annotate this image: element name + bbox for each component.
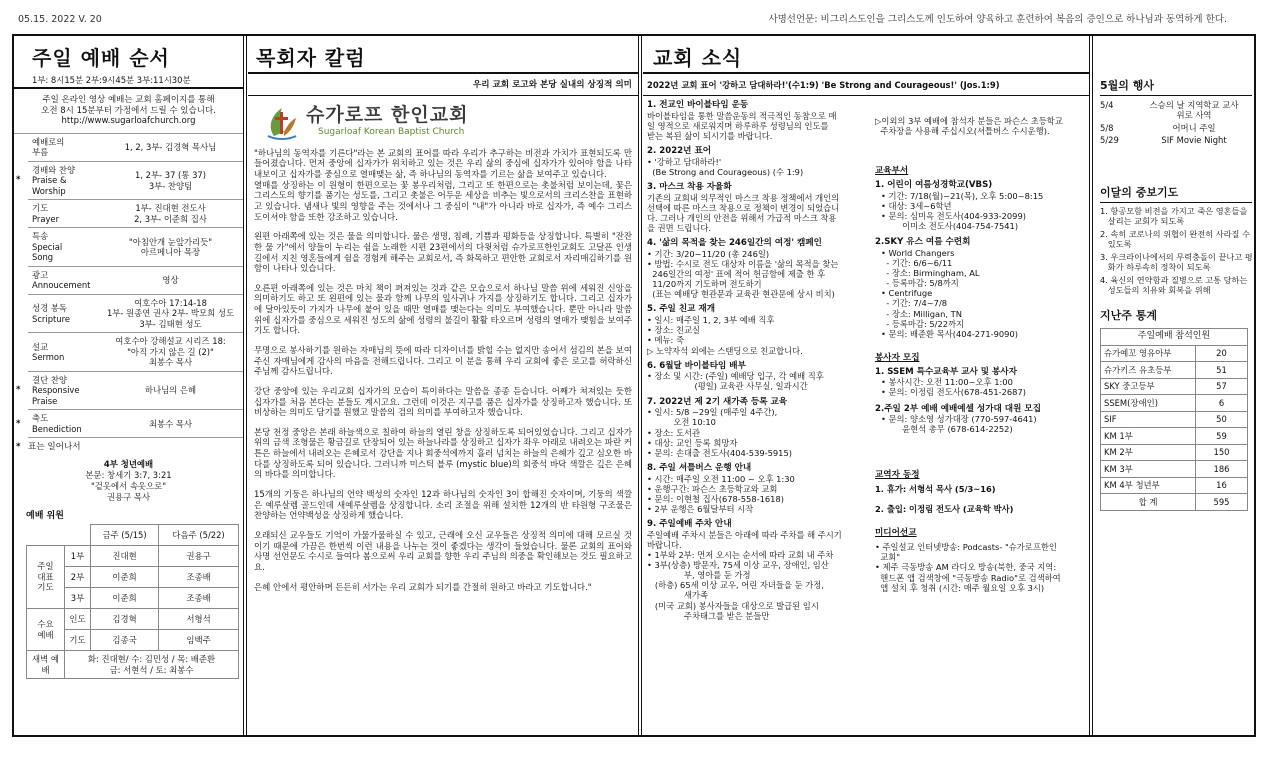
committee-cell: 조종배 [159, 567, 239, 588]
prayer-item: 3. 우크라이나에서의 무력충돌이 끝나고 평 화가 하루속히 정착이 되도록 [1100, 251, 1253, 272]
news-item-heading: 3. 마스크 착용 자율화 [647, 182, 732, 193]
news-item-heading: 7. 2022년 제 2기 새가족 등록 교육 [647, 396, 788, 407]
stats-row [1101, 378, 1248, 395]
news-line: • 장소: 도서관 [647, 427, 701, 438]
news-line: 11/20까지 기도하며 전도하기 [647, 279, 762, 290]
pastor-column-subtitle: 우리 교회 로고와 본당 실내의 상징적 의미 [248, 74, 638, 96]
committee-cell: 이준희 [91, 567, 159, 588]
events-title: 5월의 행사 [1100, 79, 1252, 96]
committee-cell: 3부 [65, 588, 91, 609]
news-line: 부, 영아를 둔 가정 [647, 570, 751, 581]
news-item-heading: 2. 2022년 표어 [647, 146, 712, 157]
event-text: SIF Movie Night [1161, 135, 1227, 146]
service-item-label: 특송 Special Song [32, 231, 63, 263]
news-line: 일 영적으로 새로워지며 하루하루 성령님의 인도를 [647, 120, 829, 131]
committee-cell: 임백주 [159, 630, 239, 651]
article-paragraph: 강단 중앙에 있는 우리교회 십자가의 모습이 특이하다는 말씀을 종종 듣습니다. 어째가 쳐져있는 듯한 십자가를 처음 본다는 분들도 계시고요. 그런데 이것은 지구를 품은 십자가를 상징하고자 했습니다. 또 비상하는 의미도 담기를 원했고 말씀의 검의 의미를 부여하고자 했습니다. [254, 385, 632, 418]
committee-cell: 진대현 [91, 546, 159, 567]
mission-statement: 사명선언문: 비그리스도인을 그리스도께 인도하여 양육하고 훈련하여 복음의 증인으로 하나님과 동역하게 한다. [768, 14, 1227, 25]
article-paragraph: 무명으로 봉사하기를 원하는 자매님의 뜻에 따라 디자이너를 밝힐 수는 없지만 송어서 섬김의 본을 보여주신 자매님에게 감사의 마음을 전해드립니다. 그리고 이 분을 통해 우리 교회에 좋은 로고를 허락하신 주님께 감사드립니다. [254, 344, 632, 377]
news-line: - 장소: Milligan, TN [881, 308, 962, 319]
news-item [647, 100, 865, 141]
news-line: 바이블타임을 통한 말씀운동의 적극적인 동참으로 매 [647, 110, 837, 121]
event-item [1100, 100, 1252, 121]
news-line: • 방법: 수시로 전도 대상자 이름을 '삶의 목적을 찾는 [647, 259, 839, 270]
news-line: • 메뉴: 죽 [647, 335, 685, 346]
event-date: 5/8 [1100, 122, 1114, 133]
news-line: 받는 복된 삶이 되시기를 바랍니다. [647, 130, 773, 141]
news-line: (하층) 65세 이상 교우, 어린 자녀들을 둔 가정, [647, 580, 824, 591]
church-logo-icon [262, 102, 302, 142]
prayer-list [1100, 206, 1252, 295]
news-line: 교회" [875, 552, 901, 563]
committee-title: 예배 위원 [26, 510, 64, 521]
news-line: 주일예배 주차시 분들은 아래에 따라 주차를 해 주시기 [647, 529, 842, 540]
committee-cell: 기도 [65, 630, 91, 651]
committee-cell: 권용구 [159, 546, 239, 567]
news-line: (Be Strong and Courageous) (수 1:9) [647, 166, 804, 177]
event-text: 스승의 날 지역학교 교사 위로 사역 [1149, 99, 1239, 121]
news-line: • 3부(상층) 방문자, 75세 이상 교우, 장애인, 임산 [647, 560, 829, 571]
news-item [647, 397, 865, 458]
stats-dept: KM 2부 [1101, 444, 1196, 461]
article-paragraph: 오른편 아래쪽에 있는 것은 마치 책이 펴져있는 것과 같은 모습으로서 하나님 말씀 위에 세워진 신앙을 의미하기도 하고 또 왼편에 있는 물과 함께 나무의 잎사귀나 가지를 상징하기도 합니다. 그리고 십자가에 달아있듯이 가지가 나무에 붙어 있을 때만 열매를 맺는다는 의미도 부여했습니다. 뿐만 아니라 말씀 위에 십자가를 중심으로 세워진 성도의 삶에 성령의 불길이 활활 타오르며 성령의 열매가 맺힘을 보여주기도 합니다. [254, 282, 632, 336]
news-line: • 제주 극동방송 AM 라디오 방송(북한, 중국 지역: [875, 562, 1057, 573]
stats-count: 186 [1196, 461, 1248, 478]
stats-header: 주일예배 참석인원 [1101, 329, 1248, 346]
stats-dept: KM 3부 [1101, 461, 1196, 478]
stats-count: 6 [1196, 395, 1248, 412]
article-paragraph: 15개의 기둥은 하나님의 언약 백성의 숫자인 12과 하나님의 숫자인 3이 합해진 숫자이며, 기둥의 색깔은 예루살렘 골드인데 새예루살렘을 상징합니다. 소리 조절을 위해 설치한 12개의 반 타원형 구조물은 찬양하는 언약백성을 상징하게 했습니다. [254, 489, 632, 521]
news-line: 다. 그러나 개인의 안전을 위해서 가급적 마스크 착용 [647, 212, 837, 223]
committee-group-name: 수요 예배 [27, 609, 65, 651]
news-line: - 등록마감: 5/22까지 [881, 318, 965, 329]
logo-korean-name: 슈가로프 한인교회 [306, 103, 469, 126]
stats-table [1100, 328, 1248, 511]
service-order-row [16, 410, 243, 438]
article-paragraph: 오래되신 교우들도 기억이 가물가물하실 수 있고, 근래에 오신 교우들은 상징적 의미에 대해 모르실 것이기 때문에 가끔은 한번씩 이런 내용을 나누는 것이 좋겠다는 생각이 들었습니다. 물론 교회의 표어와 사명 선언문도 수시로 들여다 봄으로써 우리 교회를 향한 우리 주님의 의중을 확인해보는 것도 필요하고요. [254, 529, 632, 572]
bulletin-date: 05.15. 2022 V. 20 [18, 14, 102, 25]
stand-note: * 표는 일어나서 [16, 442, 81, 453]
news-left [647, 100, 865, 626]
news-line: - 등록마감: 5/8까지 [881, 278, 959, 289]
news-column [643, 36, 1089, 735]
news-line: 을 권면 드립니다. [647, 223, 712, 234]
news-line: • 문의: 손대출 전도사(404-539-5915) [647, 447, 792, 458]
service-item-value: 여호수아 17:14-18 1부- 원종연 권사 2부- 박모희 성도 3부- 김태현 성도 [106, 297, 235, 329]
committee-group-name: 주일 대표 기도 [27, 546, 65, 609]
news-line: - 기간: 7/4~7/8 [881, 298, 948, 309]
news-line: 기존의 교회내 의무적인 마스크 착용 정책에서 개인의 [647, 192, 840, 203]
service-item-value: 하나님의 은혜 [144, 385, 197, 396]
news-line: 윤현석 총무 (678-614-2252) [881, 424, 1013, 435]
stats-row [1101, 395, 1248, 412]
service-item-label: 예배로의 부름 [32, 136, 65, 158]
news-line: (평일) 교육관 사무실, 일과시간 [647, 381, 808, 392]
sidebar-column [1094, 36, 1256, 735]
dawn-value: 화: 진대현/ 수: 김민성 / 목: 배준환 금: 서현석 / 토: 최봉수 [65, 651, 239, 679]
church-motto: 2022년 교회 표어 '강하고 담대하라!'(수1:9) 'Be Strong and Courageous!' (Jos.1:9) [643, 74, 1089, 96]
stand-marker: * [16, 385, 21, 396]
stats-count: 20 [1196, 345, 1248, 362]
article-paragraph: 은혜 안에서 평안하며 든든히 서가는 우리 교회가 되기를 간절히 원하고 바라고 기도합니다." [254, 581, 592, 592]
stand-marker: * [16, 175, 21, 186]
online-notice: 주일 온라인 영상 예배는 교회 홈페이지를 통해 오전 8시 15분부터 가정에서 드릴 수 있습니다. http://www.sugarloafchurch.org [14, 95, 243, 134]
service-item-label: 결단 찬양 Responsive Praise [32, 374, 80, 406]
stats-count: 16 [1196, 477, 1248, 494]
news-line: • 문의: 배준환 목사(404-271-9090) [881, 328, 1018, 339]
service-item-label: 설교 Sermon [32, 341, 65, 363]
news-line: • 장소: 친교실 [647, 325, 701, 336]
pastor-article [248, 148, 638, 592]
prayer-item: 2. 속히 코로나의 위협이 완전히 사라질 수 있도록 [1100, 228, 1250, 249]
stats-row [1101, 345, 1248, 362]
service-order-row [16, 162, 243, 201]
news-title: 교회 소식 [653, 46, 743, 70]
news-group-heading: 교육부서 [875, 166, 909, 177]
parking-note: 주차장을 사용해 주십시오(셔틀버스 수시운행). [875, 126, 1050, 137]
stats-count: 59 [1196, 428, 1248, 445]
dawn-label: 새벽 예배 [27, 651, 65, 679]
news-group-heading: 교역자 동정 [875, 470, 920, 481]
service-item-label: 축도 Benediction [32, 413, 82, 434]
news-item [647, 519, 865, 621]
news-item [647, 463, 865, 514]
stats-row [1101, 362, 1248, 379]
stats-dept: SSEM(장애인) [1101, 395, 1196, 412]
church-logo [248, 96, 638, 148]
news-line: 이미소 전도사(404-754-7541) [881, 221, 1019, 232]
committee-table [26, 524, 239, 679]
stats-dept: SKY 중고등부 [1101, 378, 1196, 395]
event-item [1100, 123, 1252, 134]
news-item-heading: 1. 어린이 여름성경학교(VBS) [875, 179, 993, 190]
news-item-heading: 5. 주일 친교 재개 [647, 304, 716, 315]
article-paragraph: 본당 천정 중앙은 본래 하늘색으로 칠하여 하늘의 열린 창을 상징하도록 되어있었습니다. 그리고 십자가 위의 금색 조형물은 황금길로 단장되어 있는 하늘나라를 상징하고 십자가 좌우 아래로 내려오는 파란 커튼은 하늘에서 내려오는 은혜로서 강단을 지나 회중석에까지 흘러 넘치는 하늘의 은혜가 깊고 심오한 바다를 상징하도록 되어 있습니다. 그러니까 미스틱 블루 (mystic blue)의 회중석 바닥 색깔은 깊은 은혜의 바다를 의미합니다. [254, 426, 632, 480]
event-date: 5/4 [1100, 99, 1114, 110]
event-date: 5/29 [1100, 135, 1119, 146]
events-list [1100, 100, 1252, 146]
service-item-value: 여호수아 강해설교 시리즈 18: "아직 가지 않은 길 (2)" 최봉수 목사 [115, 336, 226, 368]
news-line: • Centrifuge [881, 288, 933, 299]
news-line: • 2부 운행은 6월달부터 시작 [647, 503, 754, 514]
news-line: • '강하고 담대하라!' [647, 156, 722, 167]
stats-count: 50 [1196, 411, 1248, 428]
service-item-label: 기도 Prayer [32, 203, 60, 224]
stats-count: 57 [1196, 378, 1248, 395]
news-line: - 기간: 6/6~6/11 [881, 257, 953, 268]
stats-count: 150 [1196, 444, 1248, 461]
education-dept [875, 166, 1089, 345]
service-item-value: 1, 2, 3부- 김경혁 목사님 [124, 142, 217, 153]
media-mission [875, 528, 1089, 592]
stats-dept: SIF [1101, 411, 1196, 428]
news-line: • 기간: 3/20~11/20 (총 246일) [647, 248, 770, 259]
stats-row [1101, 477, 1248, 494]
service-order-row [28, 228, 243, 267]
news-line: ▷ 노약자석 외에는 스탠딩으로 친교합니다. [647, 345, 803, 356]
news-right [875, 116, 1089, 593]
worship-order-title: 주일 예배 순서 [32, 46, 170, 70]
service-item-value: 1, 2부- 37 (통 37) 3부- 찬양팀 [134, 170, 207, 191]
news-line: • World Changers [881, 247, 955, 258]
news-line: 바랍니다. [647, 539, 682, 550]
news-line: 오전 10:10 [647, 417, 716, 428]
stats-total-value: 595 [1196, 494, 1248, 511]
stats-row [1101, 461, 1248, 478]
news-item [647, 182, 865, 233]
stats-total-row [1101, 494, 1248, 511]
news-line: (미국 교회) 봉사자들을 대상으로 발급된 임시 [647, 600, 819, 611]
news-line: • 봉사시간: 오전 11:00~오후 1:00 [881, 377, 1013, 388]
service-order-list [16, 134, 243, 439]
committee-cell: 서형석 [159, 609, 239, 630]
news-line: • 일시: 매주일 1, 2, 3부 예배 직후 [647, 315, 775, 326]
service-item-label: 경배와 찬양 Praise & Worship [32, 164, 76, 196]
parking-note: ▷이외의 3부 예배에 참석자 분들은 파슨스 초등학교 [875, 116, 1063, 126]
prayer-title: 이달의 중보기도 [1100, 186, 1252, 203]
news-group-heading: 봉사자 모집 [875, 352, 920, 363]
service-item-label: 광고 Annoucement [32, 269, 91, 291]
service-order-row [28, 295, 243, 334]
committee-cell: 인도 [65, 609, 91, 630]
news-line: • 문의: 이현철 집사(678-558-1618) [647, 493, 784, 504]
news-line: 핸드폰 앱 검색창에 "극동방송 Radio"로 검색하여 [875, 572, 1061, 583]
news-line: • 장소 및 시간: (주일) 예배당 입구, 각 예배 직후 [647, 371, 824, 382]
stats-title: 지난주 통계 [1100, 308, 1157, 322]
stats-dept: 슈가키즈 유초등부 [1101, 362, 1196, 379]
worship-times: 1부: 8시15분 2부:9시45분 3부:11시30분 [32, 75, 191, 85]
news-line: • 기간: 7/18(월)~21(목), 오후 5:00~8:15 [881, 190, 1044, 201]
stats-header-row [1101, 329, 1248, 346]
service-item-value: 영상 [162, 275, 179, 286]
news-item-heading: 2.주일 2부 예배 예배예셀 성가대 대원 모집 [875, 403, 1042, 414]
news-group-heading: 미디어선교 [875, 528, 917, 539]
stats-dept: KM 4부 청년부 [1101, 477, 1196, 494]
news-line: 주차태그를 받은 분들만 [647, 610, 770, 621]
youth-service: 4부 청년예배 본문: 창세기 3:7, 3:21 "겉옷에서 속옷으로" 권용구 목사 [85, 459, 172, 502]
committee-week-head: 다음주 (5/22) [159, 525, 239, 546]
news-line: • 문의: 심미옥 전도사(404-933-2099) [881, 210, 1026, 221]
news-line: 1. 휴가: 서형석 목사 (5/3~16) [875, 484, 996, 495]
news-item-heading: 6. 6월달 바이블타임 배부 [647, 360, 746, 371]
news-line: - 장소: Birmingham, AL [881, 268, 980, 279]
prayer-item: 1. 항공모함 비전을 가지고 죽은 영혼들을 살리는 교회가 되도록 [1100, 205, 1248, 226]
news-line: 새가족 [647, 590, 708, 601]
service-item-value: 1부- 진대현 전도사 2, 3부- 이준희 집사 [134, 203, 207, 224]
article-paragraph: "하나님의 동역자를 기른다"라는 본 교회의 표어를 따라 우리가 추구하는 비전과 가치가 표현되도록 만들어졌습니다. 먼저 중앙에 십자가가 위치하고 있는 것은 우리 삶의 중심에 십자가가 있어야 함을 나타내보이고 십자가를 중심으로 열매맺는 삶, 즉 하나님의 동역자를 기르는 삶을 보여주고 있습니다. 열매를 상징하는 이 원형이 한편으로는 꽃 봉우리처럼, 그리고 또 한편으로는 촛불처럼 보이는데, 꽃은 그리스도의 향기를 품기는 성도를, 그리고 촛불은 어두운 세상을 비추는 빛으로서의 크리스찬을 표현하고 있습니다. 냄새나 빛의 영향을 주는 것에서나 그 중심이 "내"가 아니라 바로 십자가, 즉 예수 그리스도이셔야 함을 또한 강조하고 있습니다. [254, 147, 632, 222]
news-line: • 대상: 교인 등록 희망자 [647, 437, 738, 448]
news-item [647, 238, 865, 299]
stats-count: 51 [1196, 362, 1248, 379]
news-item-heading: 1. SSEM 특수교육부 교사 및 봉사자 [875, 366, 1017, 377]
news-line: • 운행구간: 파슨스 초등학교와 교회 [647, 483, 778, 494]
committee-cell: 김경혁 [91, 609, 159, 630]
service-order-row [28, 200, 243, 228]
logo-english-name: Sugarloaf Korean Baptist Church [318, 126, 465, 137]
service-item-value: 최봉수 목사 [148, 418, 193, 429]
news-line: • 일시: 5/8 ~29일 (매주일 4주간), [647, 407, 778, 418]
news-line: (표는 예배당 현관문과 교육관 현관문에 상시 비치) [647, 289, 835, 300]
staff-news [875, 470, 1089, 514]
event-text: 어머니 주일 [1172, 122, 1216, 133]
event-item [1100, 135, 1252, 146]
committee-cell: 이준희 [91, 588, 159, 609]
committee-header-row [27, 525, 239, 546]
service-order-row [28, 267, 243, 295]
stats-row [1101, 428, 1248, 445]
news-line: 246일간의 여정' 표에 적어 헌금함에 제출 한 후 [647, 269, 826, 280]
committee-cell: 2부 [65, 567, 91, 588]
service-order-row [28, 134, 243, 162]
volunteer-recruit [875, 353, 1089, 441]
worship-order-column [14, 36, 243, 735]
news-item-heading: 2.SKY 유스 여름 수련회 [875, 237, 971, 248]
news-line: 2. 출입: 이정림 전도사 (교육학 박사) [875, 504, 1014, 515]
blank-cell [27, 525, 91, 546]
news-line: 앱 설치 후 청취 (시간: 매주 월요일 오후 3시) [875, 582, 1045, 593]
committee-row [27, 546, 239, 567]
committee-cell: 1부 [65, 546, 91, 567]
news-line: • 문의: 양소영 성가대장 (770-597-4641) [881, 414, 1037, 425]
committee-row [27, 609, 239, 630]
service-order-row [16, 372, 243, 411]
news-line: • 1부와 2부: 먼저 오시는 순서에 따라 교회 내 주차 [647, 550, 834, 560]
article-paragraph: 왼편 아래쪽에 있는 것은 물을 의미합니다. 물은 생명, 침례, 기쁨과 평화등을 상징합니다. 특별히 "잔잔한 물 가"에서 양들이 누리는 쉼을 노래한 시편 23편에서의 다윗처럼 슈가로프한인교회도 고달픈 인생 길에서 지친 영혼들에게 쉼을 경험케 해주는 교회로서, 즉 화목하고 편안한 교회로서 자리매김하기를 원함이 나타나 있습니다. [254, 231, 632, 274]
news-item-heading: 4. '삶의 목적을 찾는 246일간의 여정' 캠페인 [647, 238, 822, 249]
committee-cell: 김종국 [91, 630, 159, 651]
news-line: • 시간: 매주일 오전 11:00 ~ 오후 1:30 [647, 473, 795, 484]
news-item [647, 146, 865, 177]
stats-dept: KM 1부 [1101, 428, 1196, 445]
news-line: • 대상: 3세~6학년 [881, 200, 952, 211]
prayer-item: 4. 육신의 연약함과 질병으로 고통 당하는 성도들의 치유와 회복을 위해 [1100, 274, 1248, 295]
pastor-column-title: 목회자 칼럼 [256, 46, 366, 70]
stats-dept: 슈가예꼬 영유아부 [1101, 345, 1196, 362]
news-line: • 주일설교 인터넷방송: Podcasts- "슈가로프한인 [875, 542, 1057, 553]
bulletin-frame [12, 34, 1256, 737]
service-item-value: "아침안개 눈앞가리듯" 아르메니아 목장 [128, 236, 213, 258]
committee-cell: 조종배 [159, 588, 239, 609]
church-website-link[interactable]: http://www.sugarloafchurch.org [61, 116, 196, 127]
news-item [647, 361, 865, 392]
news-line: 선택에 따른 마스크 착용으로 정책이 변경이 되었습니 [647, 202, 840, 213]
news-item-heading: 1. 전교인 바이블타임 운동 [647, 100, 749, 110]
service-order-row [28, 333, 243, 372]
service-item-label: 성경 봉독 Scripture [32, 303, 71, 324]
stats-row [1101, 444, 1248, 461]
pastor-column [248, 36, 638, 735]
stats-total-label: 합 계 [1101, 494, 1196, 511]
committee-week-head: 금주 (5/15) [91, 525, 159, 546]
news-item-heading: 9. 주일예배 주차 안내 [647, 519, 732, 530]
news-item-heading: 8. 주일 셔틀버스 운행 안내 [647, 462, 752, 473]
dawn-service-row [27, 651, 239, 679]
stats-row [1101, 411, 1248, 428]
news-line: • 문의: 이정림 전도사(678-451-2687) [881, 387, 1026, 398]
news-item [647, 304, 865, 355]
stand-marker: * [16, 418, 21, 429]
